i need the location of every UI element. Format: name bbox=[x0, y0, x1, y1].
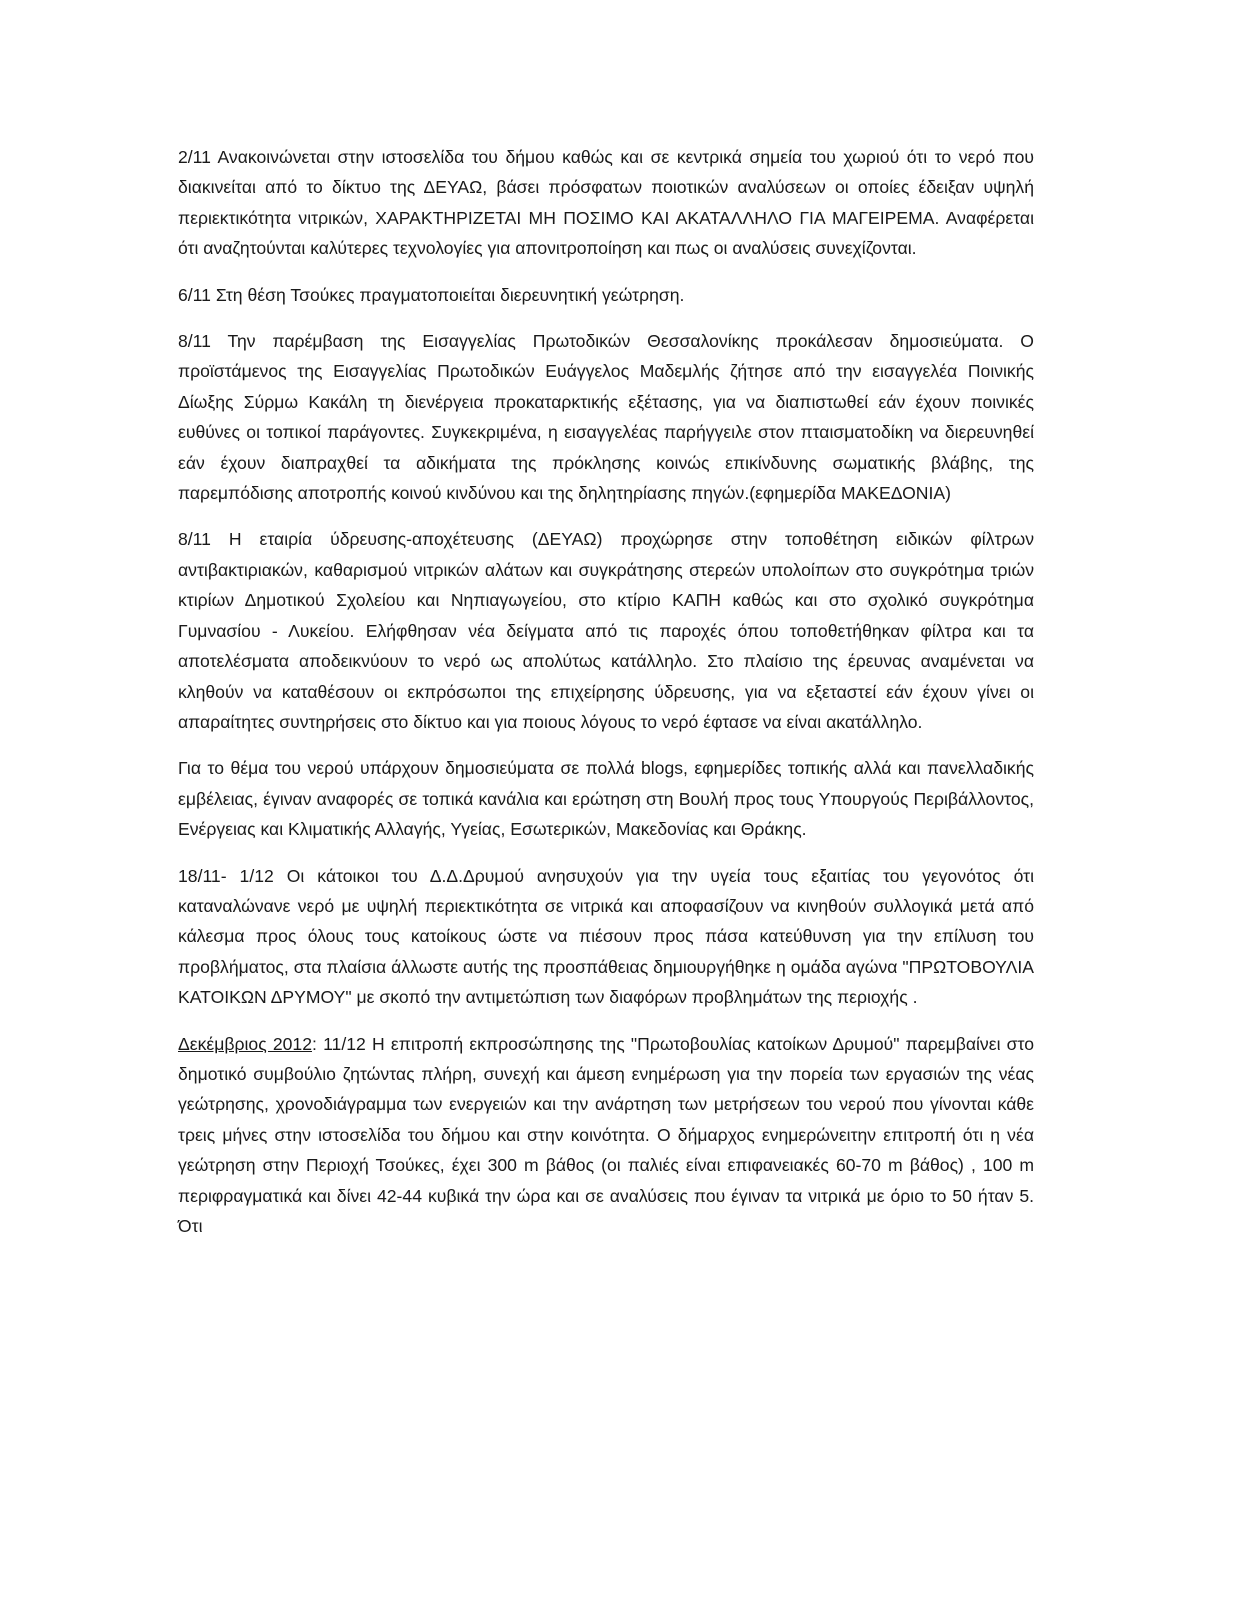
paragraph-december-2012 bbox=[178, 1029, 1034, 1242]
paragraph-december-body: : 11/12 Η επιτροπή εκπροσώπησης της "Πρωτοβουλίας κατοίκων Δρυμού" παρεμβαίνει στο δημοτικό συμβούλιο ζητώντας πλήρη, συνεχή και άμεση ενημέρωση για την πορεία των εργασιών της νέας γεώτρησης, χρονοδιάγραμμα των ενεργειών και την ανάρτηση των μετρήσεων του νερού που γίνονται κάθε τρεις μήνες στην ιστοσελίδα του δήμου και στην κοινότητα. Ο δήμαρχος ενημερώνειτην επιτροπή ότι η νέα γεώτρηση στην Περιοχή Τσούκες, έχει 300 m βάθος (οι παλιές είναι επιφανειακές 60-70 m βάθος) , 100 m περιφραγματικά και δίνει 42-44 κυβικά την ώρα και σε αναλύσεις που έγιναν τα νιτρικά με όριο το 50 ήταν 5. Ότι bbox=[178, 1033, 1034, 1236]
paragraph-6-11-drilling: 6/11 Στη θέση Τσούκες πραγματοποιείται διερευνητική γεώτρηση. bbox=[178, 284, 685, 305]
paragraph-18-11-residents: 18/11- 1/12 Οι κάτοικοι του Δ.Δ.Δρυμού ανησυχούν για την υγεία τους εξαιτίας του γεγονότος ότι καταναλώνανε νερό με υψηλή περιεκτικότητα σε νιτρικά και αποφασίζουν να κινηθούν συλλογικά μετά από κάλεσμα προς όλους τους κατοίκους ώστε να πιέσουν προς πάσα κατεύθυνση για την επίλυση του προβλήματος, στα πλαίσια άλλωστε αυτής της προσπάθειας δημιουργήθηκε η ομάδα αγώνα "ΠΡΩΤΟΒΟΥΛΙΑ ΚΑΤΟΙΚΩΝ ΔΡΥΜΟΥ" με σκοπό την αντιμετώπιση των διαφόρων προβλημάτων της περιοχής . bbox=[178, 865, 1034, 1008]
paragraph-media-coverage: Για το θέμα του νερού υπάρχουν δημοσιεύματα σε πολλά blogs, εφημερίδες τοπικής αλλά και πανελλαδικής εμβέλειας, έγιναν αναφορές σε τοπικά κανάλια και ερώτηση στη Βουλή προς τους Υπουργούς Περιβάλλοντος, Ενέργειας και Κλιματικής Αλλαγής, Υγείας, Εσωτερικών, Μακεδονίας και Θράκης. bbox=[178, 758, 1034, 840]
section-date-heading: Δεκέμβριος 2012 bbox=[178, 1033, 312, 1054]
document-page bbox=[178, 142, 1034, 1257]
paragraph-8-11-filters: 8/11 Η εταιρία ύδρευσης-αποχέτευσης (ΔΕΥΑΩ) προχώρησε στην τοποθέτηση ειδικών φίλτρων αντιβακτιριακών, καθαρισμού νιτρικών αλάτων και συγκράτησης στερεών υπολοίπων στο συγκρότημα τριών κτιρίων Δημοτικού Σχολείου και Νηπιαγωγείου, στο κτίριο ΚΑΠΗ καθώς και στο σχολικό συγκρότημα Γυμνασίου - Λυκείου. Ελήφθησαν νέα δείγματα από τις παροχές όπου τοποθετήθηκαν φίλτρα και τα αποτελέσματα αποδεικνύουν το νερό ως απολύτως κατάλληλο. Στο πλαίσιο της έρευνας αναμένεται να κληθούν να καταθέσουν οι εκπρόσωποι της επιχείρησης ύδρευσης, για να εξεταστεί εάν έχουν γίνει οι απαραίτητες συντηρήσεις στο δίκτυο και για ποιους λόγους το νερό έφτασε να είναι ακατάλληλο. bbox=[178, 529, 1034, 732]
paragraph-8-11-prosecutor: 8/11 Την παρέμβαση της Εισαγγελίας Πρωτοδικών Θεσσαλονίκης προκάλεσαν δημοσιεύματα. Ο προϊστάμενος της Εισαγγελίας Πρωτοδικών Ευάγγελος Μαδεμλής ζήτησε από την εισαγγελέα Ποινικής Δίωξης Σύρμω Κακάλη τη διενέργεια προκαταρκτικής εξέτασης, για να διαπιστωθεί εάν έχουν ποινικές ευθύνες οι τοπικοί παράγοντες. Συγκεκριμένα, η εισαγγελέας παρήγγειλε στον πταισματοδίκη να διερευνηθεί εάν έχουν διαπραχθεί τα αδικήματα της πρόκλησης κοινώς επικίνδυνης σωματικής βλάβης, της παρεμπόδισης αποτροπής κοινού κινδύνου και της δηλητηρίασης πηγών.(εφημερίδα ΜΑΚΕΔΟΝΙΑ) bbox=[178, 331, 1034, 504]
paragraph-2-11-announcement: 2/11 Ανακοινώνεται στην ιστοσελίδα του δήμου καθώς και σε κεντρικά σημεία του χωριού ότι το νερό που διακινείται από το δίκτυο της ΔΕΥΑΩ, βάσει πρόσφατων ποιοτικών αναλύσεων οι οποίες έδειξαν υψηλή περιεκτικότητα νιτρικών, ΧΑΡΑΚΤΗΡΙΖΕΤΑΙ ΜΗ ΠΟΣΙΜΟ ΚΑΙ ΑΚΑΤΑΛΛΗΛΟ ΓΙΑ ΜΑΓΕΙΡΕΜΑ. Αναφέρεται ότι αναζητούνται καλύτερες τεχνολογίες για απονιτροποίηση και πως οι αναλύσεις συνεχίζονται. bbox=[178, 147, 1034, 259]
